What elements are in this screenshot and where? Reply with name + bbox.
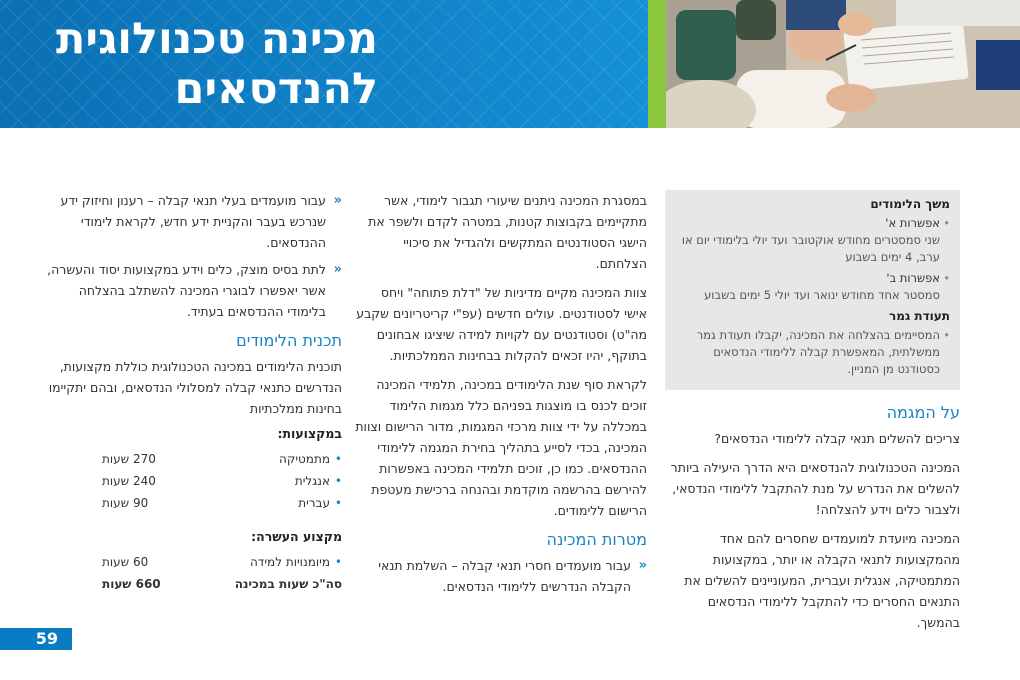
option-b-label: • אפשרות ב' — [886, 271, 940, 285]
option-a — [675, 215, 950, 266]
total-label: סה"כ שעות במכינה — [234, 577, 342, 591]
mid-paragraph-2: צוות המכינה מקיים מדיניות של "דלת פתוחה" ויחס אישי לסטודנטים. עולים חדשים (עפ"י קריטריונים שקבע מה"ט) וסטודנטים עם לקויות למידה שיציגו אבחונים בתוקף, יהיו זכאים להקלות בבחינות הממלכתיות. — [356, 285, 647, 363]
about-title: על המגמה — [886, 403, 960, 422]
table-row — [40, 551, 342, 573]
accent-stripe — [648, 0, 666, 128]
about-paragraph-1: המכינה הטכנולוגית להנדסאים היא הדרך היעילה ביותר להשלים את הנדרש על מנת להתקבל ללימודי הנדסאי, ולצבור כלים וידע להצלחה! — [670, 460, 960, 517]
subject-name: אנגלית — [294, 474, 330, 488]
arrow-bullet-icon: « — [333, 262, 342, 277]
subject-name: מיומנויות למידה — [249, 555, 330, 569]
goal-3-text: לתת בסיס מוצק, כלים וידע במקצועות יסוד והעשרה, אשר יאפשרו לבוגרי המכינה להשתלב בהצלחה בלימודי ההנדסאים בעתיד. — [47, 262, 326, 319]
mid-paragraph-3: לקראת סוף שנת הלימודים במכינה, תלמידי המכינה זוכים לכנס בו מוצגות בפניהם כלל מגמות הלימוד במכללה על ידי צוות מרכזי המגמות, מדור הרישום וצוות המכינה, בכדי לסייע בתהליך בחירת המגמה ללימודי ההנדסאים. כמו כן, זוכים תלמידי המכינה באפשרות להירשם בהרשמה מוקדמת ובהנחה ברכישת מעטפת הרישום ללימודים. — [355, 377, 647, 518]
subject-hours: 270 שעות — [102, 452, 156, 466]
goals-title: מטרות המכינה — [546, 530, 647, 549]
bullet-dot-icon: • — [334, 555, 342, 569]
study-duration-heading: משך הלימודים — [870, 197, 950, 211]
subject-hours: 240 שעות — [102, 474, 156, 488]
header-photo — [666, 0, 1020, 128]
table-row — [40, 470, 342, 492]
right-column — [665, 190, 960, 641]
total-hours: 660 שעות — [102, 577, 161, 591]
curriculum-title: תכנית הלימודים — [236, 331, 342, 350]
students-studying-image — [666, 0, 1020, 128]
subjects-heading: במקצועות: — [277, 426, 342, 441]
subject-name: עברית — [298, 496, 330, 510]
option-a-label: • אפשרות א' — [885, 216, 940, 230]
arrow-bullet-icon: « — [638, 558, 647, 573]
certificate-text: • המסיימים בהצלחה את המכינה, יקבלו תעודת גמר ממשלתית, המאפשרת קבלה ללימודי הנדסאים כסטודנט מן המניין. — [675, 327, 950, 378]
left-column — [40, 190, 342, 595]
bullet-dot-icon: • — [334, 474, 342, 488]
goal-1-text: עבור מועמדים חסרי תנאי קבלה – השלמת תנאי הקבלה הנדרשים ללימודי הנדסאים. — [378, 558, 631, 594]
title-line-1: מכינה טכנולוגית — [56, 14, 378, 64]
option-a-text: שני סמסטרים מחודש אוקטובר ועד יולי בלימודי יום או ערב, 4 ימים בשבוע — [681, 233, 940, 264]
study-info-box — [665, 190, 960, 390]
enrichment-table — [40, 551, 342, 595]
enrichment-heading: מקצוע העשרה: — [251, 529, 342, 544]
subjects-table — [40, 448, 342, 514]
bullet-dot-icon: • — [334, 452, 342, 466]
goal-item-1 — [355, 555, 647, 597]
middle-column — [355, 190, 647, 603]
goal-item-2 — [40, 190, 342, 253]
title-line-2: להנדסאים — [174, 64, 378, 114]
subject-hours: 60 שעות — [102, 555, 149, 569]
total-row — [40, 573, 342, 595]
option-b-text: סמסטר אחד מחודש ינואר ועד יולי 5 ימים בשבוע — [704, 288, 940, 302]
page-number: 59 — [0, 628, 72, 650]
table-row — [40, 492, 342, 514]
option-b — [675, 270, 950, 304]
goal-item-3 — [40, 259, 342, 322]
about-paragraph-2: המכינה מיועדת למועמדים שחסרים להם אחד מהמקצועות לתנאי הקבלה או יותר, במקצועות המתמטיקה, אנגלית ועברית, המעוניינים להשלים את התנאים החסרים כדי להתקבל ללימודי הנדסאים בהמשך. — [684, 531, 960, 630]
certificate-heading: תעודת גמר — [888, 309, 950, 323]
mid-paragraph-1: במסגרת המכינה ניתנים שיעורי תגבור לימודי, אשר מתקיימים בקבוצות קטנות, במטרה לקדם ולשפר את הישגי הסטודנטים המתקשים ולהגדיל את סיכויי הצלחתם. — [368, 193, 647, 271]
bullet-dot-icon: • — [334, 496, 342, 510]
about-question: צריכים להשלים תנאי קבלה ללימודי הנדסאים? — [714, 431, 960, 446]
subject-name: מתמטיקה — [278, 452, 330, 466]
table-row — [40, 448, 342, 470]
arrow-bullet-icon: « — [333, 193, 342, 208]
page-title — [0, 14, 378, 114]
subject-hours: 90 שעות — [102, 496, 149, 510]
curriculum-text: תוכנית הלימודים במכינה הטכנולוגית כוללת מקצועות, הנדרשים כתנאי קבלה למסלולי הנדסאים, ובהם יתקיימו בחינות ממלכתיות — [48, 359, 342, 416]
goal-2-text: עבור מועמדים בעלי תנאי קבלה – רענון וחיזוק ידע שנרכש בעבר והקניית ידע חדש, לקראת לימודי ההנדסאים. — [60, 193, 326, 250]
